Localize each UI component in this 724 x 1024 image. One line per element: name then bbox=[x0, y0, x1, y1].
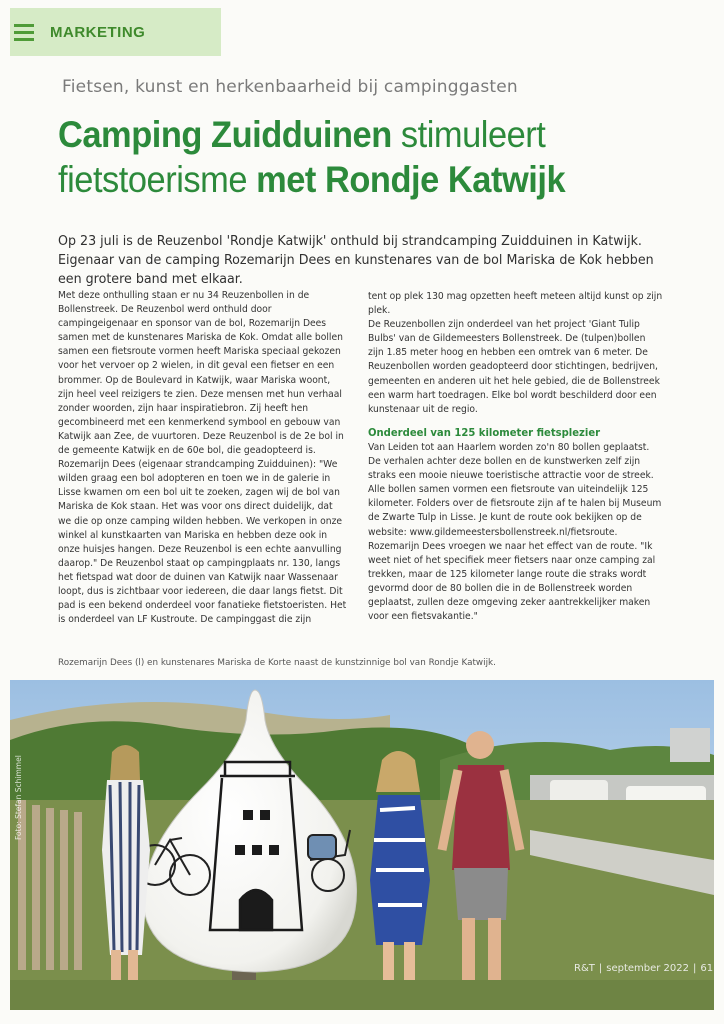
footer-separator: | bbox=[693, 963, 697, 974]
article-photo bbox=[10, 680, 714, 1010]
article-lead: Op 23 juli is de Reuzenbol 'Rondje Katwijk' onthuld bij strandcamping Zuidduinen in Katwijk. Eigenaar van de camping Rozemarijn Dees en kunstenares van de bol Mariska de Kok hebben een grotere band met elkaar. bbox=[58, 234, 654, 287]
body-paragraph: De Reuzenbollen zijn onderdeel van het project 'Giant Tulip Bulbs' van de Gildemeesters Bollenstreek. De (tulpen)bollen zijn 1.85 meter hoog en hebben een omtrek van 6 meter. De Reuzenbollen worden geadopteerd door stichtingen, bedrijven, gemeenten en anderen uit het hele gebied, die de Bollenstreek een warm hart toedragen. Elke bol wordt beschilderd door een kunstenaar uit de regio. bbox=[368, 319, 660, 415]
headline-light-1: stimuleert bbox=[391, 114, 546, 155]
foreground-grass bbox=[10, 980, 714, 1010]
subheading: Onderdeel van 125 kilometer fietsplezier bbox=[368, 425, 601, 439]
body-paragraph: Van Leiden tot aan Haarlem worden zo'n 80 bollen geplaatst. De verhalen achter deze bollen en de kunstwerken zelf zijn straks een mooie nieuwe toeristische attractie voor de streek. Alle bollen samen vormen een fietsroute van uiteindelijk 125 kilometer. Folders over de fietsroute zijn af te halen bij Museum de Zwarte Tulp in Lisse. Je kunt de route ook bekijken op de website: www.gildemeestersbollenstreek.nl/fietsroute. Rozemarijn Dees vroegen we naar het effect van de route. "Ik weet niet of het specifiek meer fietsers naar onze camping zal trekken, maar de 125 kilometer lange route die straks wordt gevormd door de 80 bollen die in de Bollenstreek worden geplaatst, zullen deze omgeving zeker aantrekkelijker maken voor een fietsvakantie." bbox=[368, 441, 662, 623]
photo-illustration bbox=[10, 680, 714, 1010]
body-column-right bbox=[368, 290, 664, 624]
distant-building bbox=[670, 728, 710, 762]
issue-date: september 2022 bbox=[606, 963, 689, 974]
photo-caption: Rozemarijn Dees (l) en kunstenares Mariska de Korte naast de kunstzinnige bol van Rondje Katwijk. bbox=[58, 658, 496, 668]
body-paragraph: tent op plek 130 mag opzetten heeft meteen altijd kunst op zijn plek. bbox=[368, 291, 663, 317]
page-footer bbox=[574, 963, 714, 974]
article-kicker: Fietsen, kunst en herkenbaarheid bij campinggasten bbox=[62, 77, 518, 97]
photo-credit: Foto: Stefan Schimmel bbox=[14, 755, 23, 840]
page-number: 61 bbox=[700, 963, 714, 974]
headline-bold-1: Camping Zuidduinen bbox=[58, 114, 392, 155]
body-paragraph: Met deze onthulling staan er nu 34 Reuzenbollen in de Bollenstreek. De Reuzenbol werd onthuld door campingeigenaar en sponsor van de bol, Rozemarijn Dees samen met de kunstenares Mariska de Kok. Omdat alle bollen samen een fietsroute vormen heeft Mariska speciaal gekozen voor het vervoer op 2 wielen, in dit geval een fietser en een brommer. Op de Boulevard in Katwijk, waar Mariska woont, zijn heel veel reizigers te zien. Deze mensen met hun verhaal zonder woorden, zijn haar inspiratiebron. Zij heeft hen gecombineerd met een kenmerkend symbool en gebouw van Katwijk aan Zee, de vuurtoren. Deze Reuzenbol is de 2e bol in de gemeente Katwijk en de 60e bol, die geadopteerd is. Rozemarijn Dees (eigenaar strandcamping Zuidduinen): "We wilden graag een bol adopteren en toen we in de galerie in Lisse kwamen om een bol uit te zoeken, zagen wij de bol van Mariska de Kok staan. Het was voor ons direct duidelijk, dat we die op onze camping wilden hebben. We verkopen in onze winkel al kunstkaarten van Mariska en hebben deze ook in onze huisjes hangen. Deze Reuzenbol is een echte aanvulling daarop." De Reuzenbol staat op campingplaats nr. 130, langs het fietspad wat door de duinen van Katwijk naar Wassenaar loopt, dus is zichtbaar voor iedereen, die daar langs fietst. Dit pad is een bekend onderdeel voor fanatieke fietstoeristen. Het is onderdeel van LF Kustroute. De campinggast die zijn bbox=[58, 290, 347, 626]
footer-separator: | bbox=[598, 963, 603, 974]
menu-icon bbox=[14, 24, 34, 41]
headline-bold-2: met Rondje Katwijk bbox=[256, 159, 566, 200]
headline-light-2: fietstoerisme bbox=[58, 159, 257, 200]
section-label: MARKETING bbox=[50, 23, 146, 41]
article-headline bbox=[58, 112, 653, 202]
section-header bbox=[10, 8, 221, 56]
body-column-left bbox=[58, 289, 348, 627]
magazine-name: R&T bbox=[574, 963, 595, 974]
